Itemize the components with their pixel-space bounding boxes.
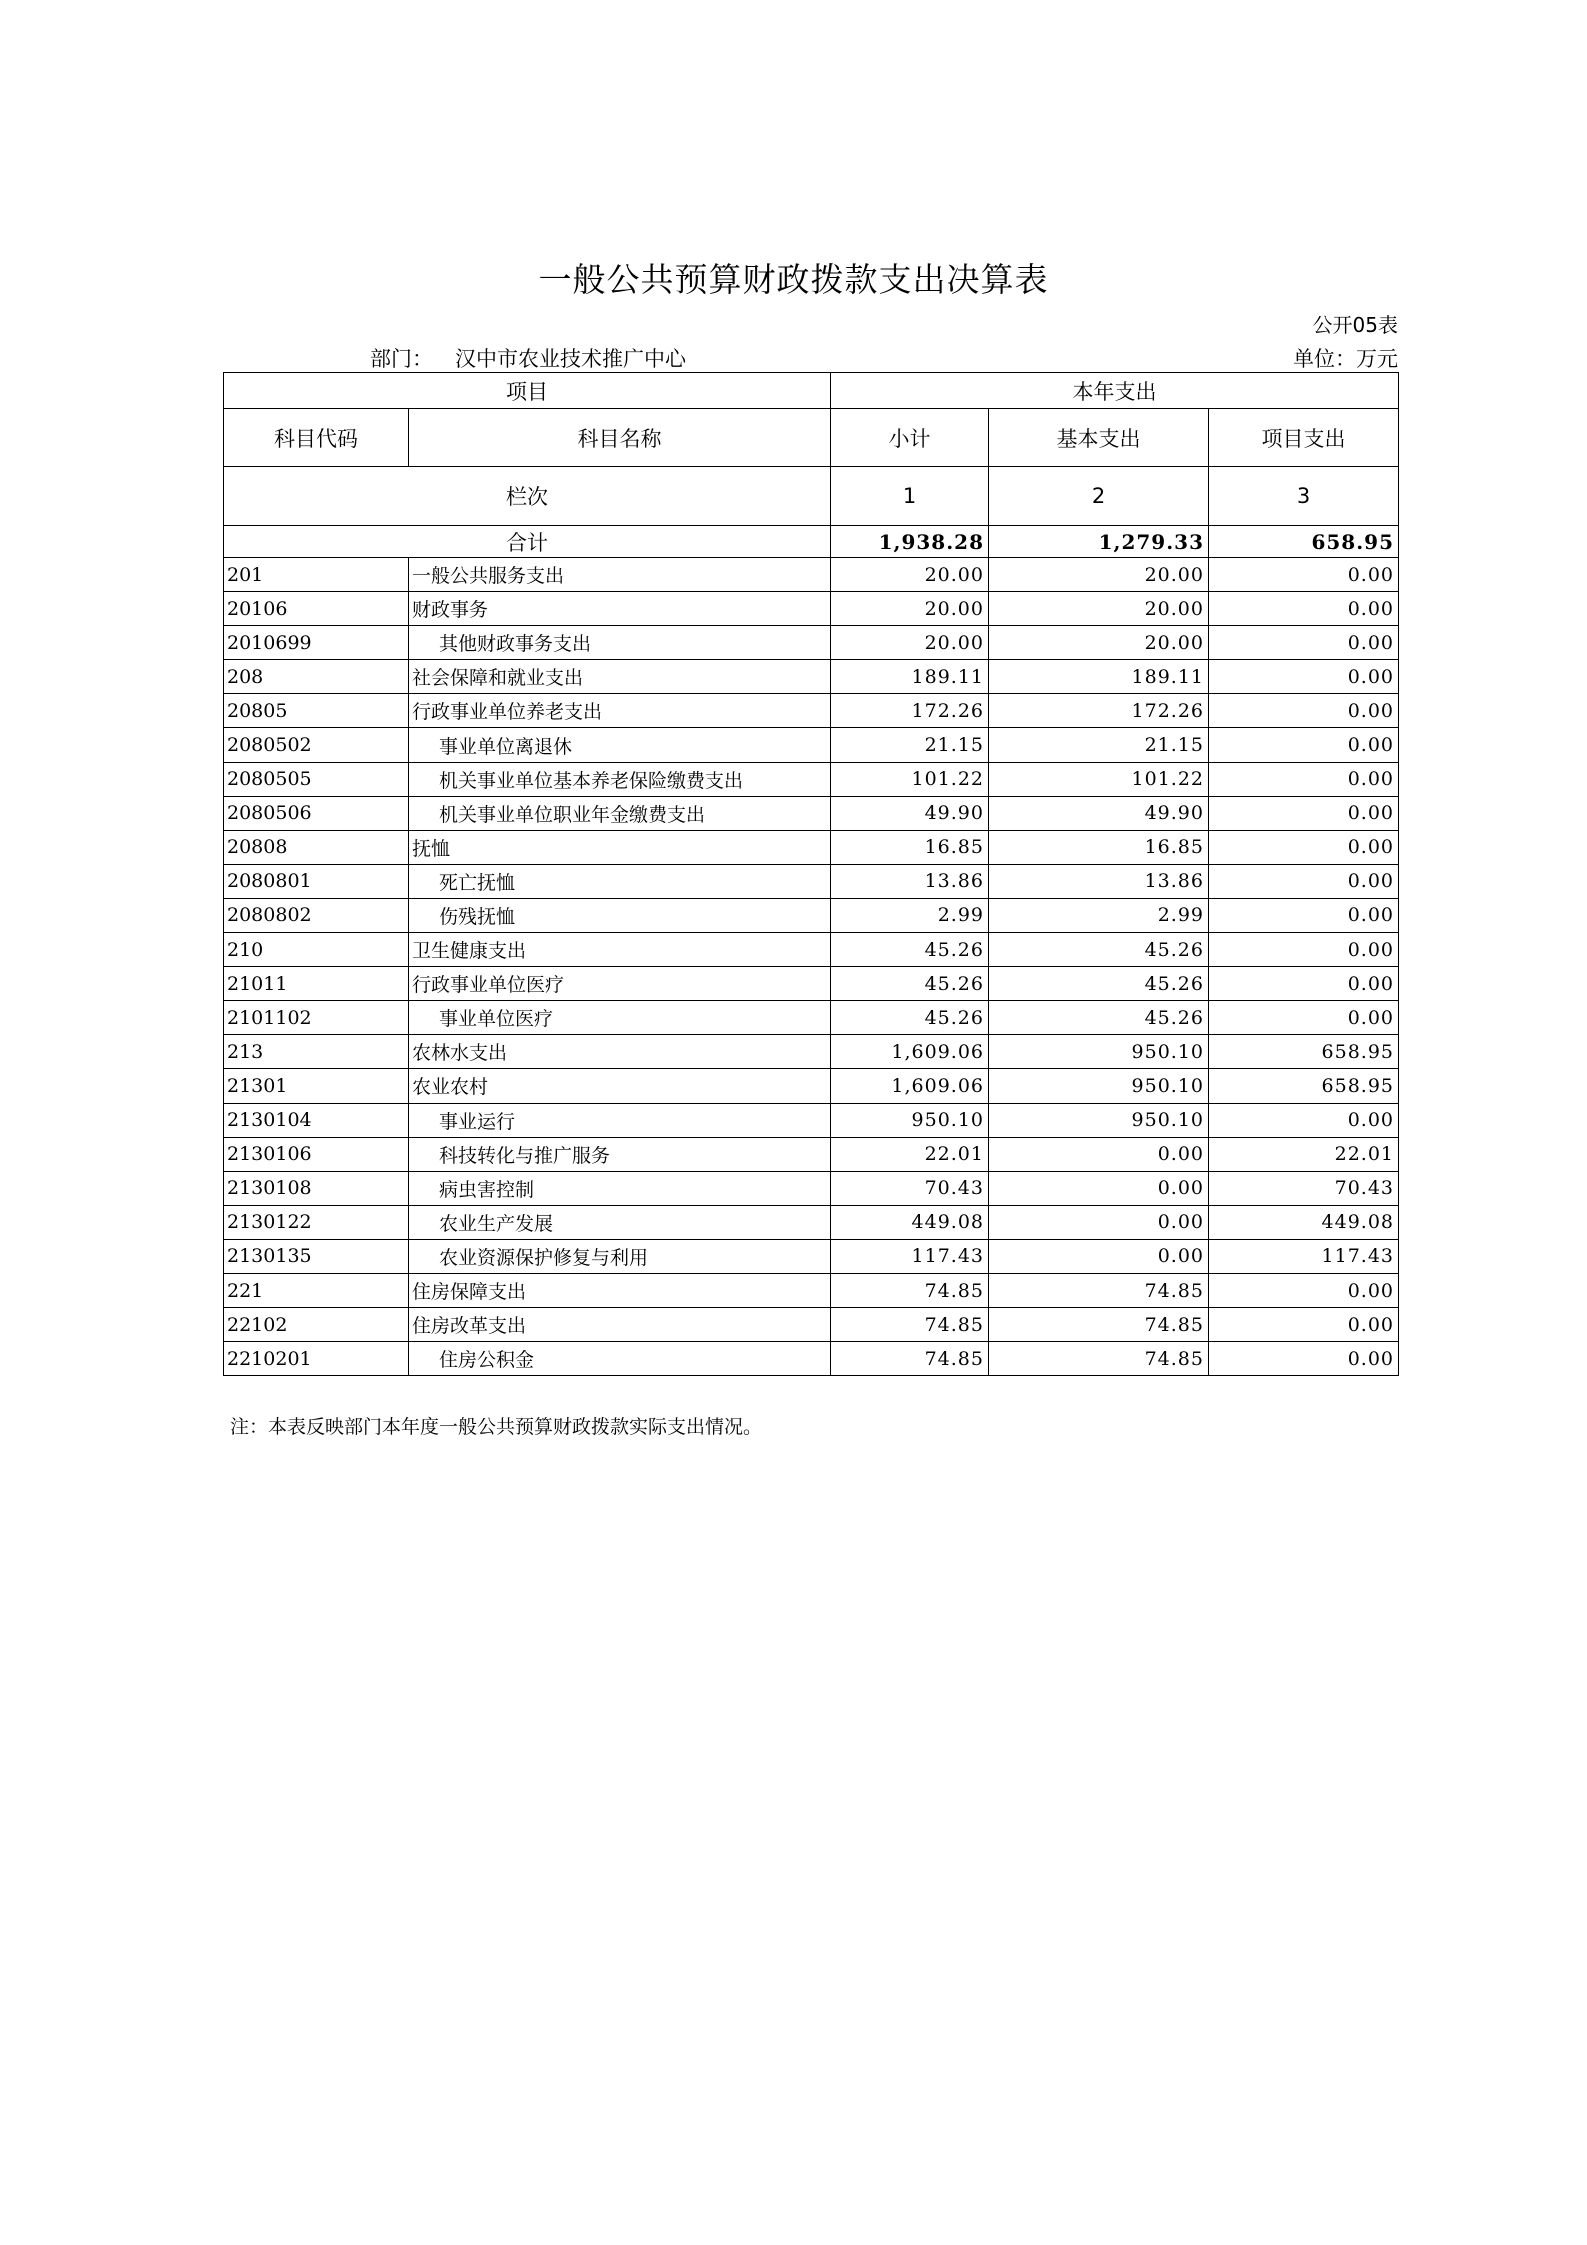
row-name: 财政事务	[409, 592, 831, 626]
row-code: 20808	[224, 830, 409, 864]
row-code: 2080802	[224, 898, 409, 932]
row-code: 21011	[224, 967, 409, 1001]
table-row	[224, 1069, 1399, 1103]
table-row	[224, 694, 1399, 728]
row-subtotal: 950.10	[831, 1103, 989, 1137]
row-project: 0.00	[1209, 864, 1399, 898]
row-basic: 0.00	[989, 1239, 1209, 1273]
table-row	[224, 1239, 1399, 1273]
row-basic: 16.85	[989, 830, 1209, 864]
table-row	[224, 626, 1399, 660]
row-project: 658.95	[1209, 1069, 1399, 1103]
row-name: 一般公共服务支出	[409, 558, 831, 592]
row-subtotal: 20.00	[831, 558, 989, 592]
row-name: 伤残抚恤	[409, 898, 831, 932]
header-current-year: 本年支出	[831, 373, 1399, 409]
row-code: 20805	[224, 694, 409, 728]
row-subtotal: 74.85	[831, 1342, 989, 1376]
row-name: 农业农村	[409, 1069, 831, 1103]
row-name: 机关事业单位基本养老保险缴费支出	[409, 762, 831, 796]
footnote: 注：本表反映部门本年度一般公共预算财政拨款实际支出情况。	[230, 1416, 763, 1438]
total-label: 合计	[224, 526, 831, 558]
row-name: 死亡抚恤	[409, 864, 831, 898]
row-code: 2130108	[224, 1171, 409, 1205]
row-name: 机关事业单位职业年金缴费支出	[409, 796, 831, 830]
table-row	[224, 864, 1399, 898]
unit-label: 单位：万元	[1293, 347, 1398, 371]
row-project: 22.01	[1209, 1137, 1399, 1171]
total-subtotal: 1,938.28	[831, 526, 989, 558]
header-name: 科目名称	[409, 409, 831, 467]
header-code: 科目代码	[224, 409, 409, 467]
row-project: 0.00	[1209, 1308, 1399, 1342]
table-row	[224, 898, 1399, 932]
header-row-2	[224, 409, 1399, 467]
row-basic: 172.26	[989, 694, 1209, 728]
row-basic: 950.10	[989, 1069, 1209, 1103]
row-code: 22102	[224, 1308, 409, 1342]
row-project: 0.00	[1209, 660, 1399, 694]
row-subtotal: 101.22	[831, 762, 989, 796]
row-subtotal: 16.85	[831, 830, 989, 864]
row-basic: 0.00	[989, 1171, 1209, 1205]
row-name: 事业运行	[409, 1103, 831, 1137]
row-name: 社会保障和就业支出	[409, 660, 831, 694]
row-subtotal: 13.86	[831, 864, 989, 898]
row-basic: 74.85	[989, 1273, 1209, 1307]
table-row	[224, 762, 1399, 796]
row-code: 2101102	[224, 1001, 409, 1035]
row-basic: 101.22	[989, 762, 1209, 796]
row-basic: 45.26	[989, 933, 1209, 967]
row-code: 2080506	[224, 796, 409, 830]
column-no-label: 栏次	[224, 467, 831, 526]
row-project: 117.43	[1209, 1239, 1399, 1273]
row-project: 0.00	[1209, 694, 1399, 728]
row-name: 行政事业单位医疗	[409, 967, 831, 1001]
department-name: 汉中市农业技术推广中心	[455, 347, 686, 371]
row-code: 201	[224, 558, 409, 592]
form-number: 公开05表	[1312, 313, 1398, 337]
row-code: 2010699	[224, 626, 409, 660]
row-basic: 49.90	[989, 796, 1209, 830]
table-row	[224, 1035, 1399, 1069]
row-name: 住房公积金	[409, 1342, 831, 1376]
table-row	[224, 558, 1399, 592]
row-code: 213	[224, 1035, 409, 1069]
row-code: 2130106	[224, 1137, 409, 1171]
row-project: 0.00	[1209, 626, 1399, 660]
total-project: 658.95	[1209, 526, 1399, 558]
row-basic: 13.86	[989, 864, 1209, 898]
row-code: 2080801	[224, 864, 409, 898]
row-code: 208	[224, 660, 409, 694]
row-code: 2210201	[224, 1342, 409, 1376]
row-project: 0.00	[1209, 762, 1399, 796]
row-name: 事业单位医疗	[409, 1001, 831, 1035]
row-project: 70.43	[1209, 1171, 1399, 1205]
row-code: 21301	[224, 1069, 409, 1103]
row-subtotal: 45.26	[831, 967, 989, 1001]
row-name: 行政事业单位养老支出	[409, 694, 831, 728]
column-no-3: 3	[1209, 467, 1399, 526]
row-name: 农业生产发展	[409, 1205, 831, 1239]
row-name: 住房改革支出	[409, 1308, 831, 1342]
row-project: 0.00	[1209, 592, 1399, 626]
department-line	[370, 343, 686, 373]
row-basic: 20.00	[989, 626, 1209, 660]
total-row	[224, 526, 1399, 558]
row-code: 20106	[224, 592, 409, 626]
table-row	[224, 1205, 1399, 1239]
header-basic: 基本支出	[989, 409, 1209, 467]
row-project: 0.00	[1209, 967, 1399, 1001]
page-title: 一般公共预算财政拨款支出决算表	[538, 260, 1049, 299]
row-subtotal: 74.85	[831, 1308, 989, 1342]
column-no-1: 1	[831, 467, 989, 526]
row-name: 住房保障支出	[409, 1273, 831, 1307]
row-project: 0.00	[1209, 1001, 1399, 1035]
row-basic: 950.10	[989, 1035, 1209, 1069]
table-row	[224, 1342, 1399, 1376]
row-project: 0.00	[1209, 728, 1399, 762]
table-row	[224, 796, 1399, 830]
row-name: 其他财政事务支出	[409, 626, 831, 660]
row-basic: 20.00	[989, 558, 1209, 592]
row-project: 0.00	[1209, 796, 1399, 830]
row-basic: 21.15	[989, 728, 1209, 762]
row-code: 2080505	[224, 762, 409, 796]
row-subtotal: 2.99	[831, 898, 989, 932]
row-subtotal: 49.90	[831, 796, 989, 830]
row-code: 2130135	[224, 1239, 409, 1273]
row-basic: 74.85	[989, 1308, 1209, 1342]
row-project: 0.00	[1209, 1342, 1399, 1376]
table-row	[224, 592, 1399, 626]
row-subtotal: 45.26	[831, 933, 989, 967]
table-row	[224, 728, 1399, 762]
row-name: 病虫害控制	[409, 1171, 831, 1205]
row-project: 0.00	[1209, 898, 1399, 932]
row-code: 210	[224, 933, 409, 967]
table-row	[224, 1001, 1399, 1035]
row-subtotal: 20.00	[831, 592, 989, 626]
row-name: 农林水支出	[409, 1035, 831, 1069]
column-no-2: 2	[989, 467, 1209, 526]
header-item: 项目	[224, 373, 831, 409]
row-basic: 2.99	[989, 898, 1209, 932]
row-subtotal: 74.85	[831, 1273, 989, 1307]
row-subtotal: 1,609.06	[831, 1069, 989, 1103]
row-subtotal: 45.26	[831, 1001, 989, 1035]
header-subtotal: 小计	[831, 409, 989, 467]
row-name: 科技转化与推广服务	[409, 1137, 831, 1171]
expenditure-table	[223, 372, 1399, 1376]
row-subtotal: 22.01	[831, 1137, 989, 1171]
row-project: 0.00	[1209, 558, 1399, 592]
row-project: 0.00	[1209, 830, 1399, 864]
row-basic: 0.00	[989, 1137, 1209, 1171]
row-code: 2080502	[224, 728, 409, 762]
table-row	[224, 1308, 1399, 1342]
row-name: 卫生健康支出	[409, 933, 831, 967]
row-subtotal: 117.43	[831, 1239, 989, 1273]
row-subtotal: 1,609.06	[831, 1035, 989, 1069]
row-basic: 45.26	[989, 967, 1209, 1001]
table-row	[224, 933, 1399, 967]
row-basic: 0.00	[989, 1205, 1209, 1239]
row-project: 0.00	[1209, 1103, 1399, 1137]
row-code: 2130104	[224, 1103, 409, 1137]
row-basic: 45.26	[989, 1001, 1209, 1035]
table-row	[224, 1273, 1399, 1307]
column-number-row	[224, 467, 1399, 526]
row-subtotal: 20.00	[831, 626, 989, 660]
row-project: 449.08	[1209, 1205, 1399, 1239]
table-row	[224, 1137, 1399, 1171]
table-row	[224, 830, 1399, 864]
row-name: 农业资源保护修复与利用	[409, 1239, 831, 1273]
row-code: 221	[224, 1273, 409, 1307]
row-name: 抚恤	[409, 830, 831, 864]
row-project: 0.00	[1209, 933, 1399, 967]
header-project: 项目支出	[1209, 409, 1399, 467]
row-project: 0.00	[1209, 1273, 1399, 1307]
table-row	[224, 1171, 1399, 1205]
table-row	[224, 660, 1399, 694]
row-subtotal: 70.43	[831, 1171, 989, 1205]
row-basic: 189.11	[989, 660, 1209, 694]
row-basic: 74.85	[989, 1342, 1209, 1376]
row-subtotal: 172.26	[831, 694, 989, 728]
row-basic: 950.10	[989, 1103, 1209, 1137]
row-basic: 20.00	[989, 592, 1209, 626]
table-row	[224, 967, 1399, 1001]
row-name: 事业单位离退休	[409, 728, 831, 762]
department-label: 部门：	[370, 347, 433, 371]
row-subtotal: 189.11	[831, 660, 989, 694]
row-subtotal: 21.15	[831, 728, 989, 762]
header-row-1	[224, 373, 1399, 409]
table-row	[224, 1103, 1399, 1137]
total-basic: 1,279.33	[989, 526, 1209, 558]
row-subtotal: 449.08	[831, 1205, 989, 1239]
row-code: 2130122	[224, 1205, 409, 1239]
row-project: 658.95	[1209, 1035, 1399, 1069]
